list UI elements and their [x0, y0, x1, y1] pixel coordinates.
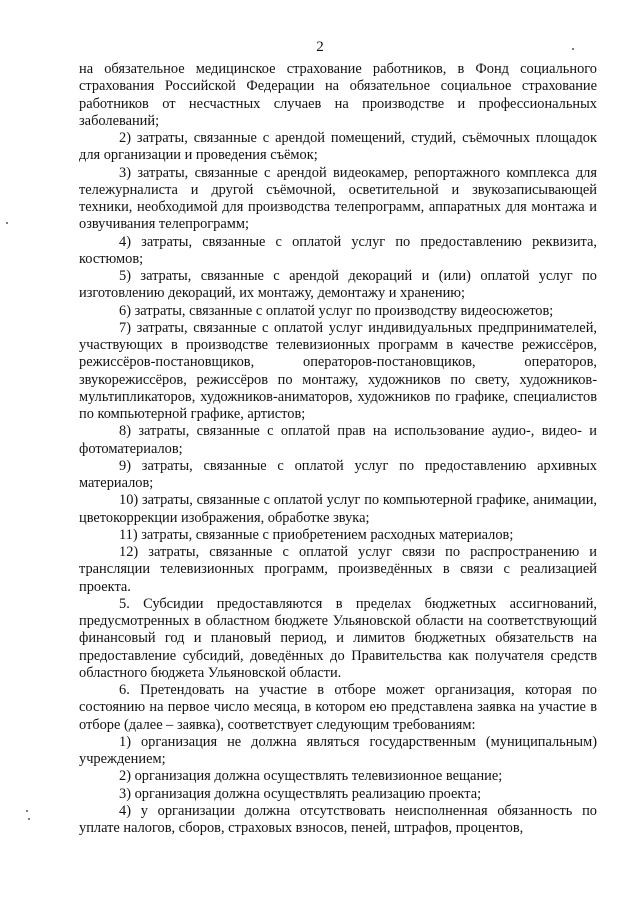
- paragraph: 12) затраты, связанные с оплатой услуг связи по распространению и трансляции телевизионных программ, произведённых в связи с реализацией проекта.: [79, 544, 597, 595]
- scan-speck: [28, 818, 30, 820]
- paragraph: 4) затраты, связанные с оплатой услуг по предоставлению реквизита, костюмов;: [79, 233, 597, 267]
- paragraph: 5. Субсидии предоставляются в пределах бюджетных ассигнований, предусмотренных в областном бюджете Ульяновской области на соответствующий финансовый год и плановый период, и лимитов бюджетных обязательств на предоставление субсидий, доведённых до Правительства как получателя средств областного бюджета Ульяновской области.: [79, 595, 597, 681]
- paragraph: 5) затраты, связанные с арендой декораций и (или) оплатой услуг по изготовлению декораций, их монтажу, демонтажу и хранению;: [79, 268, 597, 302]
- scan-speck: [26, 810, 28, 812]
- paragraph: 2) затраты, связанные с арендой помещений, студий, съёмочных площадок для организации и проведения съёмок;: [79, 130, 597, 164]
- paragraph: 6. Претендовать на участие в отборе может организация, которая по состоянию на первое число месяца, в котором ею представлена заявка на участие в отборе (далее – заявка), соответствует следующим требованиям:: [79, 682, 597, 733]
- paragraph: 3) организация должна осуществлять реализацию проекта;: [119, 785, 482, 802]
- paragraph: 9) затраты, связанные с оплатой услуг по предоставлению архивных материалов;: [79, 457, 597, 491]
- paragraph: 8) затраты, связанные с оплатой прав на использование аудио-, видео- и фотоматериалов;: [79, 423, 597, 457]
- page-number: 2: [316, 39, 324, 55]
- paragraph: на обязательное медицинское страхование работников, в Фонд социального страхования Российской Федерации на обязательное социальное страхование работников от несчастных случаев на производстве и профессиональных заболеваний;: [79, 61, 597, 129]
- paragraph: 2) организация должна осуществлять телевизионное вещание;: [119, 768, 503, 785]
- paragraph: 10) затраты, связанные с оплатой услуг по компьютерной графике, анимации, цветокоррекции изображения, обработке звука;: [79, 492, 597, 526]
- scan-speck: [6, 222, 8, 224]
- paragraph: 3) затраты, связанные с арендой видеокамер, репортажного комплекса для тележурналиста и другой съёмочной, осветительной и звукозаписывающей техники, необходимой для производства телепрограмм, аппаратных для монтажа и озвучивания телепрограмм;: [79, 164, 597, 233]
- scan-speck: [572, 48, 574, 50]
- paragraph: 6) затраты, связанные с оплатой услуг по производству видеосюжетов;: [119, 302, 554, 319]
- paragraph: 11) затраты, связанные с приобретением расходных материалов;: [119, 526, 514, 543]
- paragraph: 4) у организации должна отсутствовать неисполненная обязанность по уплате налогов, сборов, страховых взносов, пеней, штрафов, процентов,: [79, 802, 597, 836]
- document-body: [79, 61, 597, 837]
- paragraph: 1) организация не должна являться государственным (муниципальным) учреждением;: [79, 733, 597, 767]
- paragraph: 7) затраты, связанные с оплатой услуг индивидуальных предпринимателей, участвующих в производстве телевизионных программ в качестве режиссёров, режиссёров-постановщиков, операторов-постановщиков, операторов, звукорежиссёров, режиссёров по монтажу, художников по свету, художников-мультипликаторов, художников-аниматоров, художников по графике, специалистов по компьютерной графике, артистов;: [79, 319, 597, 422]
